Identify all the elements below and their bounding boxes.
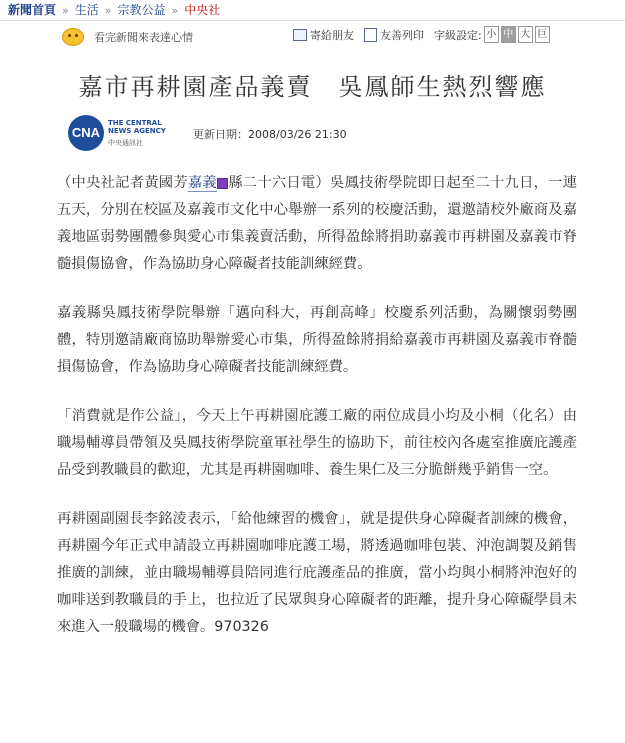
mood-text: 看完新聞來表達心情 — [94, 31, 193, 44]
font-size-large-button[interactable]: 大 — [518, 26, 533, 43]
article-paragraph: 「消費就是作公益」，今天上午再耕園庇護工廠的兩位成員小均及小桐（化名）由職場輔導員帶領及吳鳳技術學院童軍社學生的協助下，前往校內各處室推廣庇護產品受到教職員的歡迎，尤其是再耕園咖啡、養生果仁及三分脆餅幾乎銷售一空。 — [57, 408, 577, 478]
breadcrumb — [0, 0, 625, 21]
article-paragraph: 嘉義縣吳鳳技術學院舉辦「邁向科大，再創高峰」校慶系列活動，為關懷弱勢團體，特別邀請廠商協助舉辦愛心市集，所得盈餘將捐給嘉義市再耕園及嘉義市脊髓損傷協會，作為協助身心障礙者技能訓練經費。 — [57, 305, 577, 375]
breadcrumb-life[interactable]: 生活 — [74, 3, 99, 17]
mood-link[interactable] — [62, 28, 193, 46]
breadcrumb-separator-icon: » — [62, 4, 69, 17]
update-time-value: 2008/03/26 21:30 — [248, 128, 347, 141]
send-to-friend-label: 寄給朋友 — [310, 28, 354, 42]
cna-logo-text-chinese: 中央通訊社 — [108, 139, 143, 147]
tool-links — [293, 26, 550, 43]
article-paragraph: 再耕園副園長李銘淩表示，「給他練習的機會」，就是提供身心障礙者訓練的機會，再耕園今年正式申請設立再耕園咖啡庇護工場，將透過咖啡包裝、沖泡調製及銷售推廣的訓練，並由職場輔導員陪同進行庇護產品的推廣，當小均與小桐將沖泡好的咖啡送到教職員的手上，也拉近了民眾與身心障礙者的距離，提升身心障礙學員未來進入一般職場的機會。970326 — [57, 511, 577, 635]
cna-logo — [68, 113, 178, 153]
breadcrumb-religion-charity[interactable]: 宗教公益 — [117, 3, 166, 17]
smiley-face-icon — [62, 28, 84, 46]
cna-logo-text-line1: THE CENTRAL — [108, 119, 162, 127]
font-size-medium-button[interactable]: 中 — [501, 26, 516, 43]
breadcrumb-separator-icon: » — [171, 4, 179, 17]
paragraph-text: 縣二十六日電）吳鳳技術學院即日起至二十九日，一連五天，分別在校區及嘉義市文化中心舉辦一系列的校慶活動，還邀請校外廠商及嘉義地區弱勢團體參與愛心市集義賣活動，所得盈餘將捐助嘉義市再耕園及嘉義市脊髓損傷協會，作為協助身心障礙者技能訓練經費。 — [57, 175, 578, 272]
print-friendly-label: 友善列印 — [380, 28, 424, 42]
update-time — [193, 126, 347, 142]
article-title: 嘉市再耕園產品義賣 吳鳳師生熱烈響應 — [78, 73, 547, 101]
breadcrumb-current: 中央社 — [184, 3, 221, 17]
cna-logo-text-line2: NEWS AGENCY — [108, 127, 166, 135]
font-size-huge-button[interactable]: 巨 — [535, 26, 550, 43]
font-size-small-button[interactable]: 小 — [484, 26, 499, 43]
print-friendly-button[interactable] — [364, 27, 424, 43]
update-time-label: 更新日期： — [193, 128, 248, 141]
breadcrumb-separator-icon: » — [104, 4, 112, 17]
breadcrumb-home[interactable]: 新聞首頁 — [8, 3, 57, 17]
send-to-friend-button[interactable] — [293, 27, 354, 43]
printer-icon — [364, 28, 377, 42]
keyword-tag-icon[interactable] — [217, 178, 228, 189]
envelope-icon — [293, 29, 307, 41]
font-size-label: 字級設定: — [434, 28, 482, 42]
article-toolbar — [0, 21, 625, 51]
article-paragraph — [57, 170, 577, 278]
paragraph-text: （中央社記者黃國芳 — [57, 175, 188, 191]
cna-logo-mark: CNA — [68, 115, 104, 151]
keyword-link-chiayi[interactable]: 嘉義 — [187, 175, 217, 191]
article-body — [57, 170, 577, 663]
